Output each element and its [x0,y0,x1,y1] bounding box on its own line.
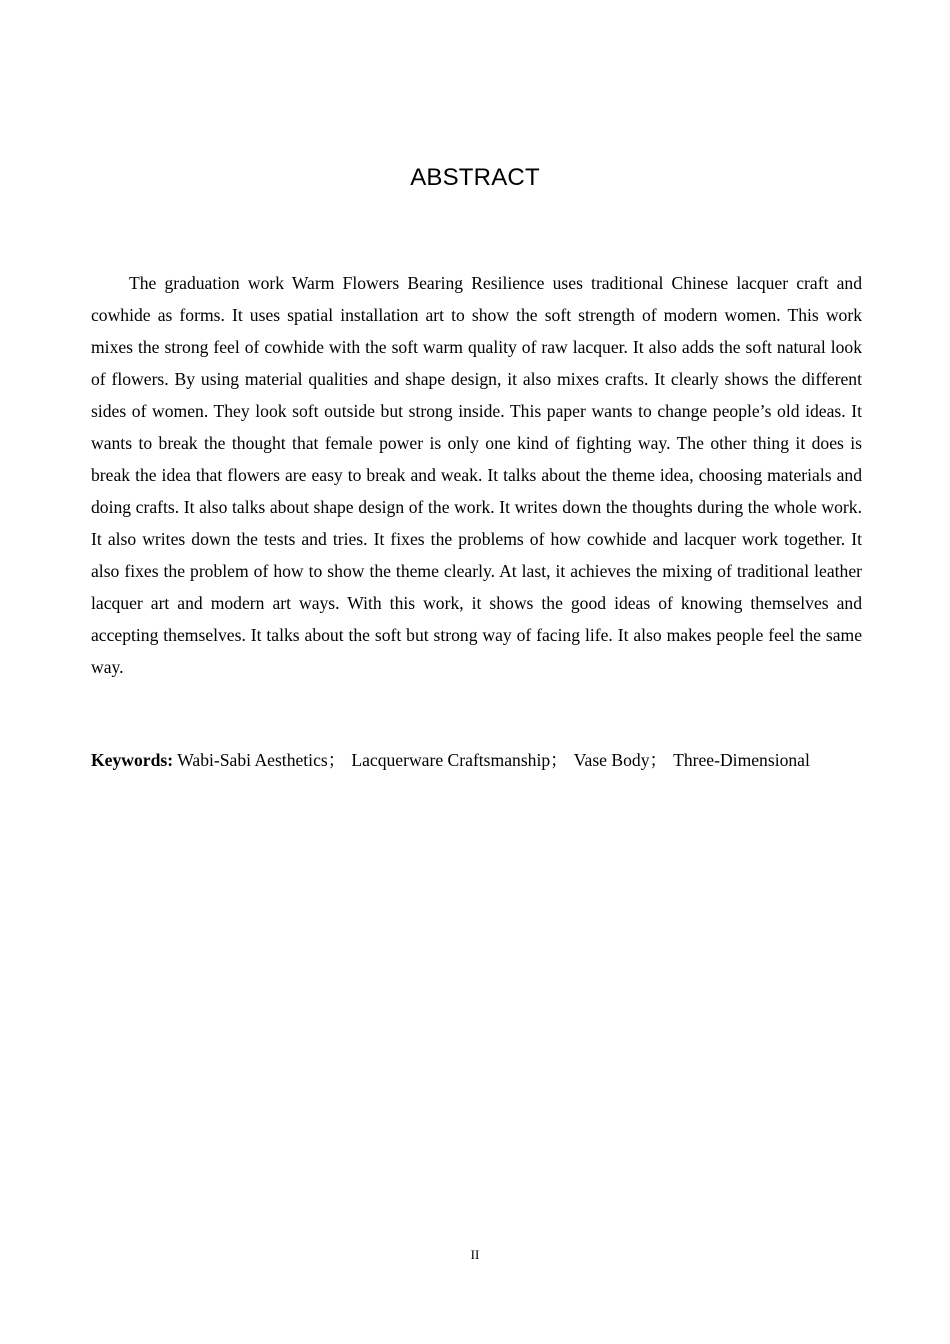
keyword-item: Wabi-Sabi Aesthetics； [177,750,346,770]
keyword-item: Vase Body； [573,750,668,770]
keywords-label: Keywords: [91,750,174,770]
keywords-line [91,744,881,776]
keyword-item: Three-Dimensional [673,750,810,770]
keyword-item: Lacquerware Craftsmanship； [351,750,568,770]
abstract-title: ABSTRACT [410,164,540,191]
abstract-paragraph: The graduation work Warm Flowers Bearing Resilience uses traditional Chinese lacquer craft and cowhide as forms. It uses spatial installation art to show the soft strength of modern women. This work mixes the strong feel of cowhide with the soft warm quality of raw lacquer. It also adds the soft natural look of flowers. By using material qualities and shape design, it also mixes crafts. It clearly shows the different sides of women. They look soft outside but strong inside. This paper wants to change people’s old ideas. It wants to break the thought that female power is only one kind of fighting way. The other thing it does is break the idea that flowers are easy to break and weak. It talks about the theme idea, choosing materials and doing crafts. It also talks about shape design of the work. It writes down the thoughts during the whole work. It also writes down the tests and tries. It fixes the problems of how cowhide and lacquer work together. It also fixes the problem of how to show the theme clearly. At last, it achieves the mixing of traditional leather lacquer art and modern art ways. With this work, it shows the good ideas of knowing themselves and accepting themselves. It talks about the soft but strong way of facing life. It also makes people feel the same way. [91,273,862,677]
page-number: II [470,1247,480,1262]
